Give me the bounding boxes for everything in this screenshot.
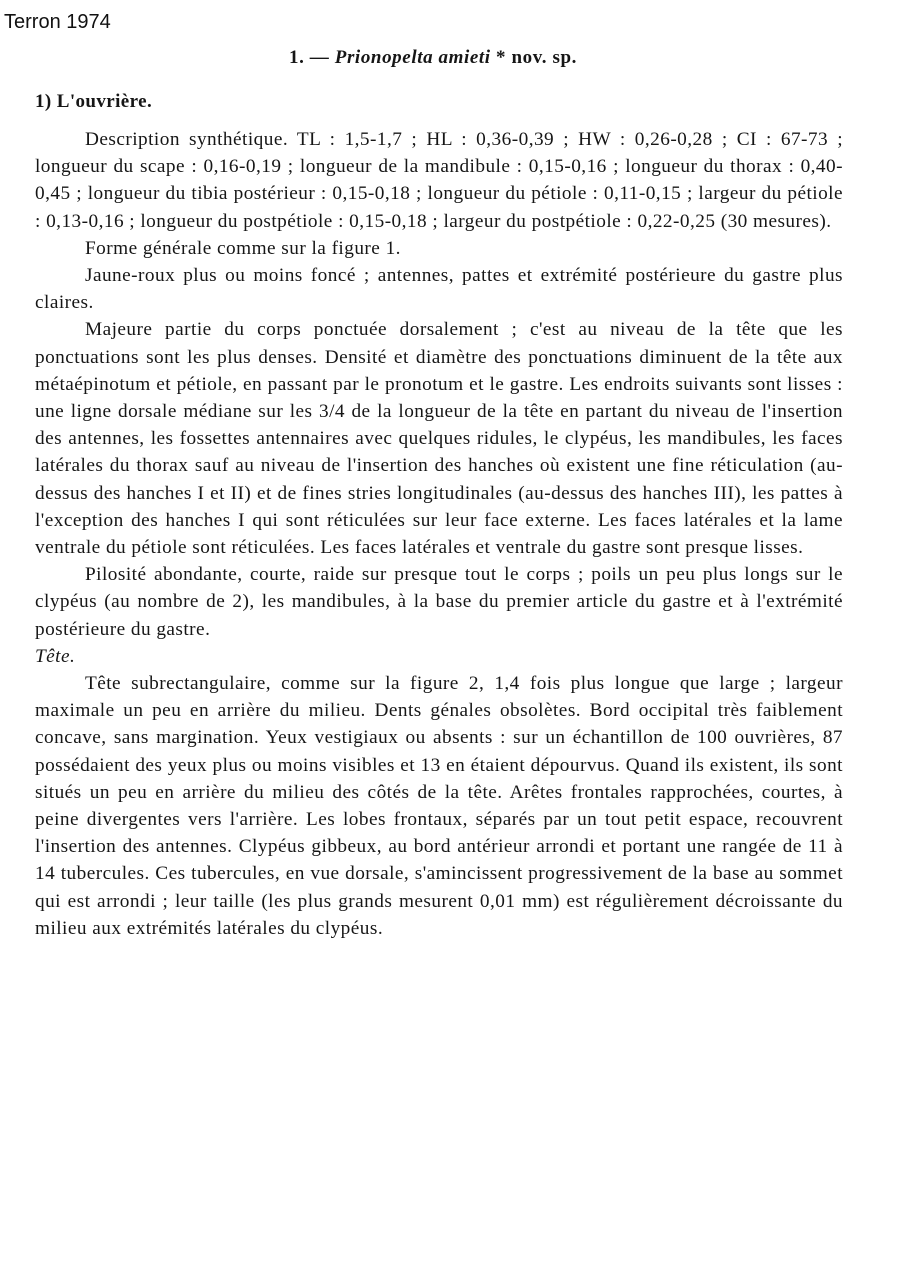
species-number: 1. — — [288, 47, 330, 68]
body-text — [35, 126, 843, 942]
head-paragraph: Tête subrectangulaire, comme sur la figure 2, 1,4 fois plus longue que large ; largeur maximale un peu en arrière du milieu. Dents génales obsolètes. Bord occipital très faiblement concave, sans margination. Yeux vestigiaux ou absents : sur un échantillon de 100 ouvrières, 87 possédaient des yeux plus ou moins visibles et 13 en étaient dépourvus. Quand ils existent, ils sont situés un peu en arrière du milieu des côtés de la tête. Arêtes frontales rapprochées, courtes, à peine divergentes vers l'arrière. Les lobes frontaux, séparés par un tout petit espace, recouvrent l'insertion des antennes. Clypéus gibbeux, au bord antérieur arrondi et portant une rangée de 11 à 14 tubercules. Ces tubercules, en vue dorsale, s'amincissent progressivement de la base au sommet qui est arrondi ; leur taille (les plus grands mesurent 0,01 mm) est régulièrement décroissante du milieu aux extrémités latérales du clypéus. — [35, 673, 843, 939]
description-paragraph: Description synthétique. TL : 1,5-1,7 ; HL : 0,36-0,39 ; HW : 0,26-0,28 ; CI : 67-73 ; longueur du scape : 0,16-0,19 ; longueur de la mandibule : 0,15-0,16 ; longueur du thorax : 0,40-0,45 ; longueur du tibia postérieur : 0,15-0,18 ; longueur du pétiole : 0,11-0,15 ; largeur du pétiole : 0,13-0,16 ; longueur du postpétiole : 0,15-0,18 ; largeur du postpétiole : 0,22-0,25 (30 mesures). — [35, 129, 843, 232]
species-name: Prionopelta amieti — [334, 47, 491, 68]
sculpture-paragraph: Majeure partie du corps ponctuée dorsalement ; c'est au niveau de la tête que les ponctuations sont les plus denses. Densité et diamètre des ponctuations diminuent de la tête aux métaépinotum et pétiole, en passant par le pronotum et le gastre. Les endroits suivants sont lisses : une ligne dorsale médiane sur les 3/4 de la longueur de la tête en partant du niveau de l'insertion des antennes, les fossettes antennaires avec quelques ridules, le clypéus, les mandibules, les faces latérales du thorax sauf au niveau de l'insertion des hanches où existent une fine réticulation (au-dessus des hanches I et II) et de fines stries longitudinales (au-dessus des hanches III), les pattes à l'exception des hanches I qui sont réticulées sur leur face externe. Les faces latérales et la lame ventrale du pétiole sont réticulées. Les faces latérales et ventrale du gastre sont presque lisses. — [35, 319, 843, 559]
form-paragraph: Forme générale comme sur la figure 1. — [85, 237, 401, 259]
head-section-label: Tête. — [35, 645, 76, 667]
source-label: Terron 1974 — [4, 11, 111, 33]
species-heading — [0, 47, 866, 69]
caste-heading: 1) L'ouvrière. — [35, 91, 153, 112]
color-paragraph: Jaune-roux plus ou moins foncé ; antennes, pattes et extrémité postérieure du gastre plus claires. — [35, 265, 843, 314]
pilosity-paragraph: Pilosité abondante, courte, raide sur presque tout le corps ; poils un peu plus longs sur le clypéus (au nombre de 2), les mandibules, à la base du premier article du gastre et à l'extrémité postérieure du gastre. — [35, 564, 843, 640]
species-suffix: * nov. sp. — [496, 47, 578, 68]
